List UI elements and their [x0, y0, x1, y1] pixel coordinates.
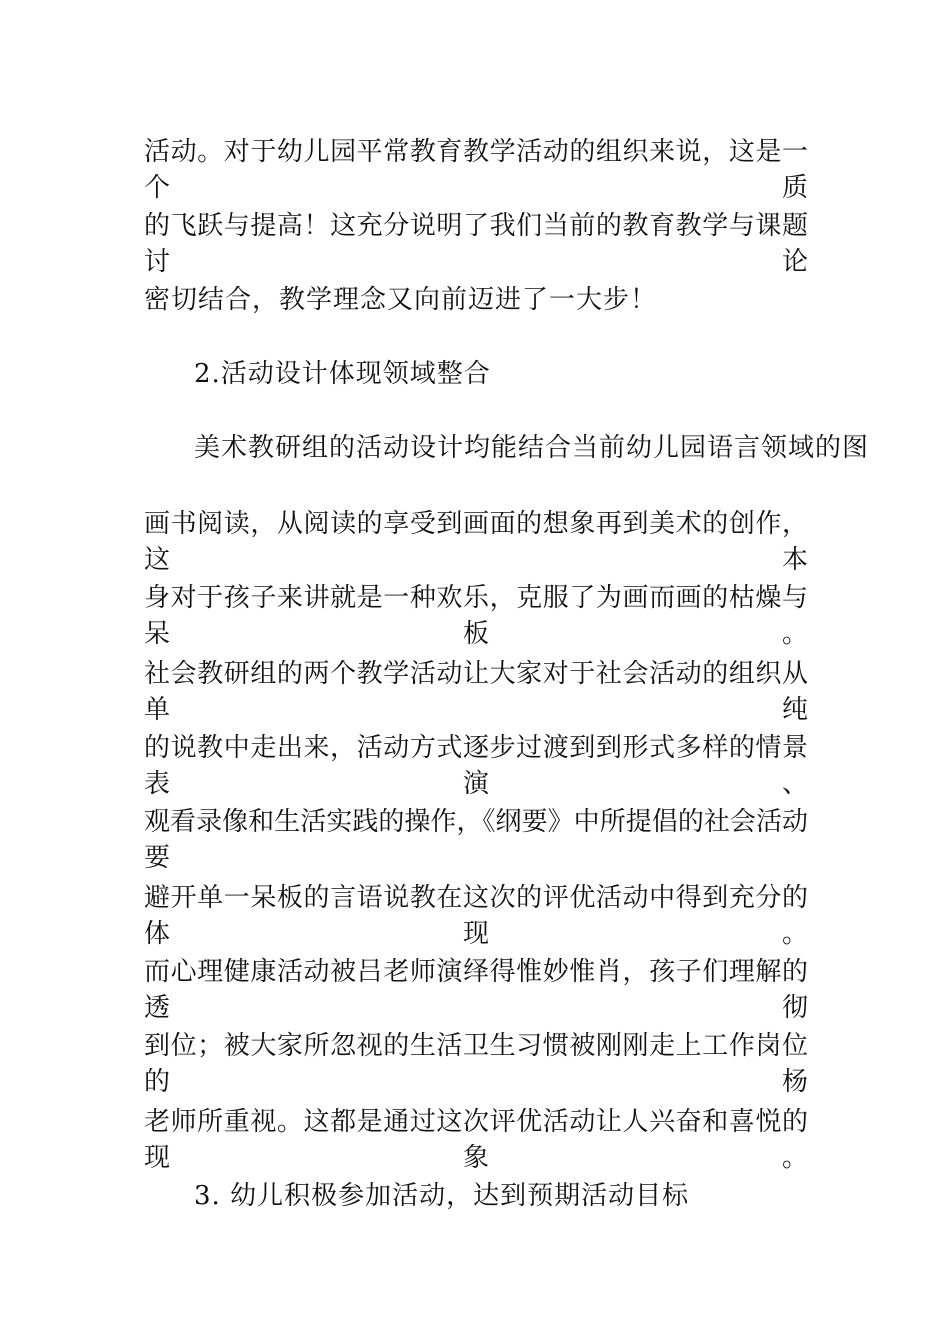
paragraph-line: 到位；被大家所忽视的生活卫生习惯被刚刚走上工作岗位的杨 [144, 1031, 808, 1097]
section-heading: 2.活动设计体现领域整合 [194, 359, 491, 389]
paragraph-line: 美术教研组的活动设计均能结合当前幼儿园语言领域的图 [194, 433, 870, 463]
paragraph-line: 避开单一呆板的言语说教在这次的评优活动中得到充分的体现。 [144, 883, 808, 949]
paragraph-line: 老师所重视。这都是通过这次评优活动让人兴奋和喜悦的现象。 [144, 1107, 808, 1173]
paragraph-line: 活动。对于幼儿园平常教育教学活动的组织来说，这是一个质 [144, 137, 808, 203]
paragraph-line: 而心理健康活动被吕老师演绎得惟妙惟肖，孩子们理解的透彻 [144, 957, 808, 1023]
paragraph-line: 身对于孩子来讲就是一种欢乐，克服了为画而画的枯燥与呆板。 [144, 583, 808, 649]
paragraph-line: 的飞跃与提高！这充分说明了我们当前的教育教学与课题讨论 [144, 211, 808, 277]
paragraph-line: 社会教研组的两个教学活动让大家对于社会活动的组织从单纯 [144, 659, 808, 725]
section-heading: 3. 幼儿积极参加活动，达到预期活动目标 [194, 1181, 690, 1211]
paragraph-line: 画书阅读，从阅读的享受到画面的想象再到美术的创作，这本 [144, 509, 808, 575]
paragraph-line: 观看录像和生活实践的操作，《纲要》中所提倡的社会活动要 [144, 807, 808, 873]
paragraph-line: 密切结合，教学理念又向前迈进了一大步！ [144, 285, 658, 315]
paragraph-line: 的说教中走出来，活动方式逐步过渡到到形式多样的情景表演、 [144, 733, 808, 799]
